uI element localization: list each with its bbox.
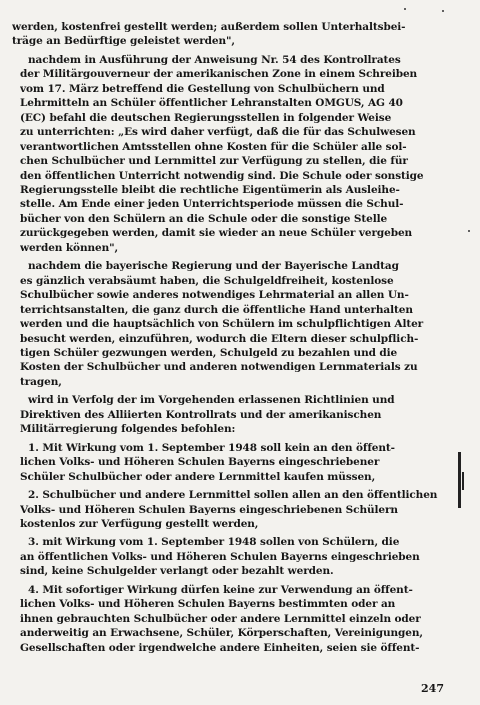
text-line: (EC) befahl die deutschen Regierungsstellen in folgender Weise <box>20 111 392 124</box>
margin-mark <box>458 452 461 508</box>
text-line: wird in Verfolg der im Vorgehenden erlassenen Richtlinien und <box>28 394 395 407</box>
text-line: tragen, <box>20 375 62 388</box>
paragraph <box>12 53 462 255</box>
text-line: besucht werden, einzuführen, wodurch die Eltern dieser schulpflich- <box>20 332 419 345</box>
text-line: zu unterrichten: „Es wird daher verfügt, daß die für das Schulwesen <box>20 126 416 139</box>
margin-mark <box>462 472 464 490</box>
text-line: bücher von den Schülern an die Schule oder die sonstige Stelle <box>20 212 388 225</box>
text-line: zurückgegeben werden, damit sie wieder an neue Schüler vergeben <box>20 227 413 240</box>
text-line: werden können", <box>20 241 119 254</box>
text-line: kostenlos zur Verfügung gestellt werden, <box>20 517 259 530</box>
text-line: 1. Mit Wirkung vom 1. September 1948 soll kein an den öffent- <box>28 441 395 454</box>
text-line: tigen Schüler gezwungen werden, Schulgeld zu bezahlen und die <box>20 346 398 359</box>
text-line: nachdem in Ausführung der Anweisung Nr. 54 des Kontrollrates <box>28 53 401 66</box>
paragraph <box>12 20 462 49</box>
paragraph <box>12 259 462 389</box>
text-line: der Militärgouverneur der amerikanischen Zone in einem Schreiben <box>20 68 418 81</box>
text-line: den öffentlichen Unterricht notwendig sind. Die Schule oder sonstige <box>20 169 424 182</box>
ink-speck <box>468 230 470 232</box>
text-line: Volks- und Höheren Schulen Bayerns eingeschriebenen Schülern <box>20 503 398 516</box>
text-line: werden, kostenfrei gestellt werden; außerdem sollen Unterhaltsbei- <box>12 21 406 33</box>
text-line: anderweitig an Erwachsene, Schüler, Körperschaften, Vereinigungen, <box>20 627 423 640</box>
text-line: lichen Volks- und Höheren Schulen Bayerns bestimmten oder an <box>20 598 396 611</box>
text-line: chen Schulbücher und Lernmittel zur Verfügung zu stellen, die für <box>20 155 408 168</box>
text-line: Gesellschaften oder irgendwelche andere Einheiten, seien sie öffent- <box>20 641 420 654</box>
paragraph <box>12 535 462 578</box>
text-line: verantwortlichen Amtsstellen ohne Kosten für die Schüler alle sol- <box>20 140 407 153</box>
text-line: an öffentlichen Volks- und Höheren Schulen Bayerns eingeschrieben <box>20 550 420 563</box>
text-line: träge an Bedürftige geleistet werden", <box>12 35 235 48</box>
paragraph <box>12 393 462 436</box>
text-line: 3. mit Wirkung vom 1. September 1948 sollen von Schülern, die <box>28 536 400 549</box>
text-line: werden und die hauptsächlich von Schülern im schulpflichtigen Alter <box>20 318 424 331</box>
text-line: Militärregierung folgendes befohlen: <box>20 423 236 436</box>
text-line: Schüler Schulbücher oder andere Lernmittel kaufen müssen, <box>20 470 376 483</box>
paragraph <box>12 488 462 531</box>
text-line: nachdem die bayerische Regierung und der Bayerische Landtag <box>28 260 399 273</box>
text-line: es gänzlich verabsäumt haben, die Schulgeldfreiheit, kostenlose <box>20 274 394 287</box>
ink-speck <box>442 10 444 12</box>
text-line: Direktiven des Alliierten Kontrollrats und der amerikanischen <box>20 408 382 421</box>
page-number: 247 <box>421 682 444 695</box>
text-line: stelle. Am Ende einer jeden Unterrichtsperiode müssen die Schul- <box>20 198 404 211</box>
text-line: Schulbücher sowie anderes notwendiges Lehrmaterial an allen Un- <box>20 289 409 302</box>
body-text <box>12 20 462 655</box>
text-line: ihnen gebrauchten Schulbücher oder andere Lernmittel einzeln oder <box>20 612 421 625</box>
text-line: 2. Schulbücher und andere Lernmittel sollen allen an den öffentlichen <box>28 489 438 502</box>
ink-speck <box>404 8 406 10</box>
paragraph <box>12 441 462 484</box>
text-line: terrichtsanstalten, die ganz durch die öffentliche Hand unterhalten <box>20 303 413 316</box>
text-line: lichen Volks- und Höheren Schulen Bayerns eingeschriebener <box>20 456 380 469</box>
text-line: 4. Mit sofortiger Wirkung dürfen keine zur Verwendung an öffent- <box>28 583 413 596</box>
text-line: Regierungsstelle bleibt die rechtliche Eigentümerin als Ausleihe- <box>20 183 400 196</box>
text-line: Lehrmitteln an Schüler öffentlicher Lehranstalten OMGUS, AG 40 <box>20 97 403 110</box>
text-line: sind, keine Schulgelder verlangt oder bezahlt werden. <box>20 565 334 578</box>
text-line: Kosten der Schulbücher und anderen notwendigen Lernmaterials zu <box>20 361 418 374</box>
text-line: vom 17. März betreffend die Gestellung von Schulbüchern und <box>20 82 385 95</box>
paragraph <box>12 583 462 655</box>
